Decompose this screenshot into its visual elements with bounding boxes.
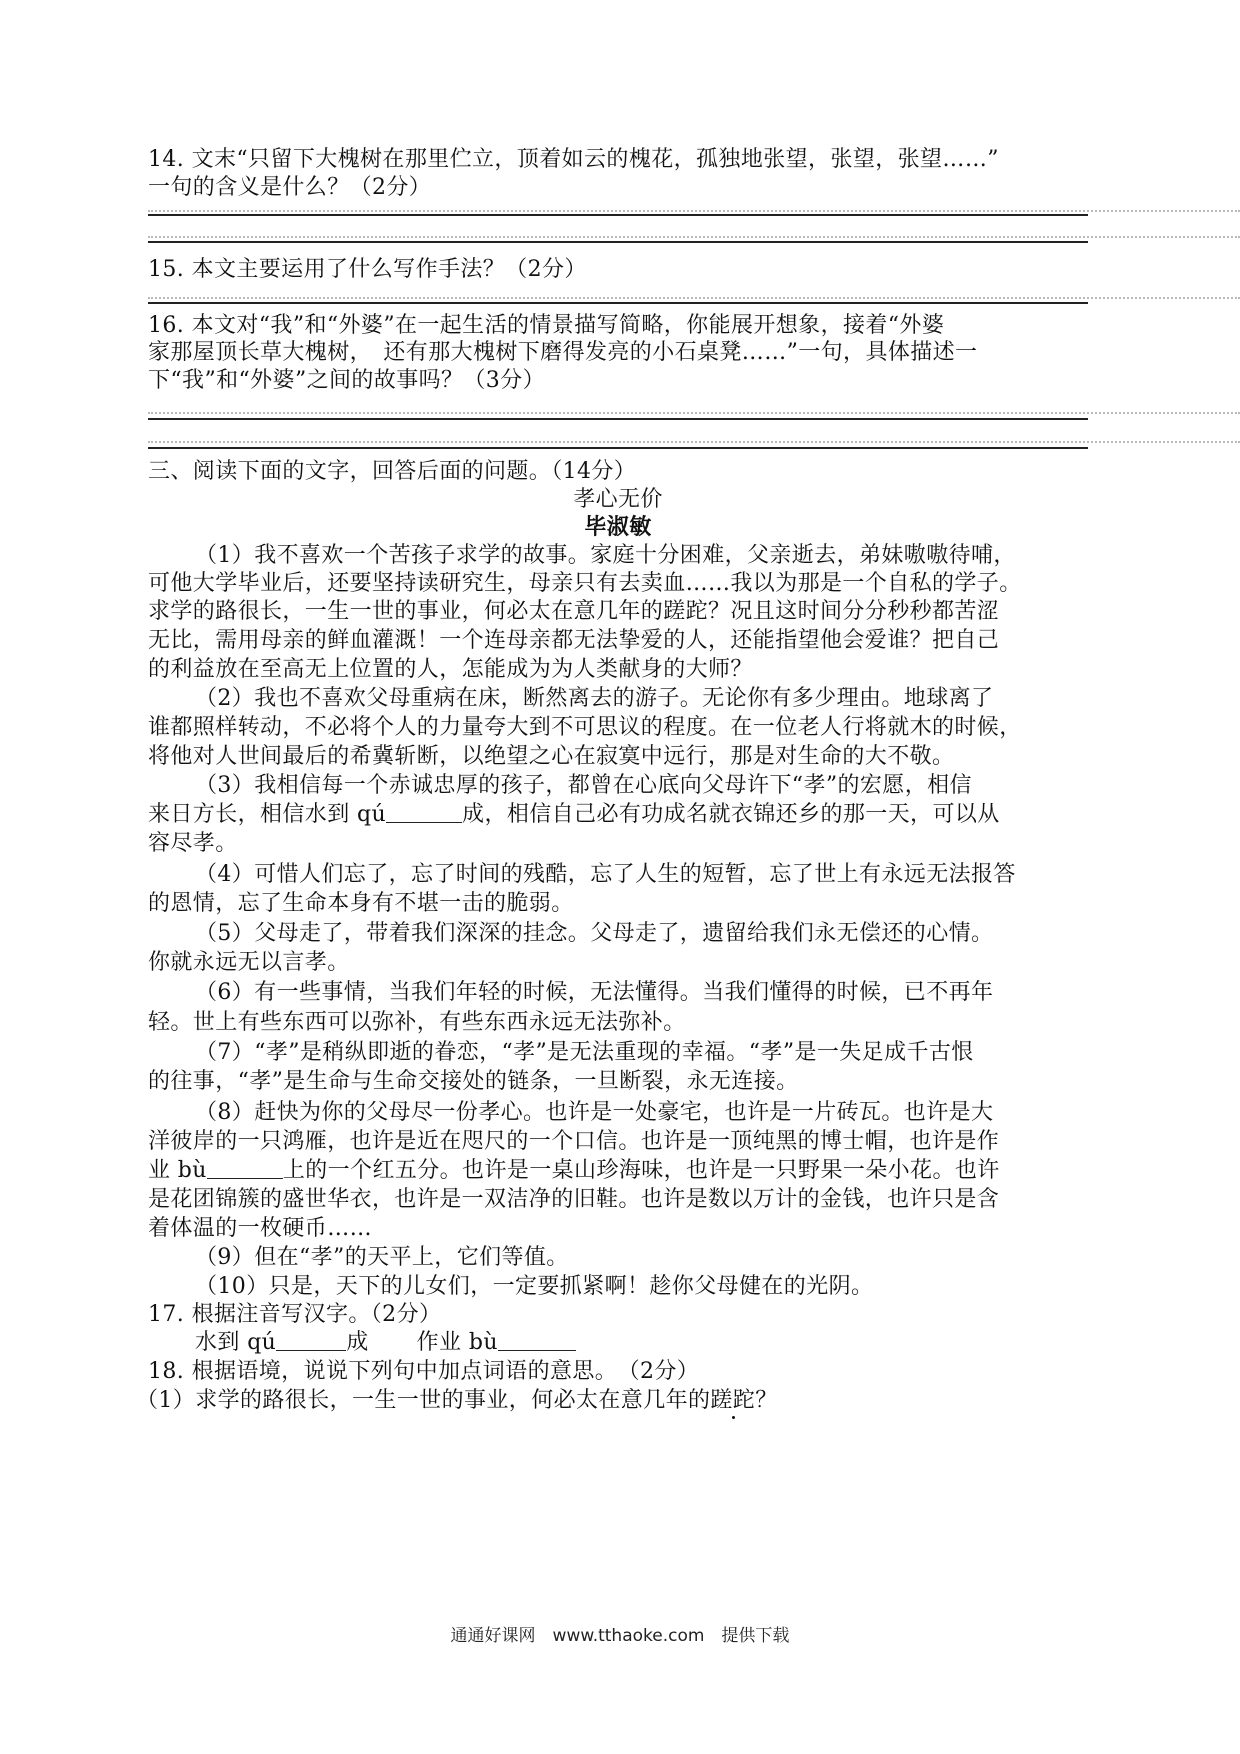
passage-title: 孝心无价 [573,487,663,512]
p8-line-3-before: 业 bù [148,1158,207,1183]
answer-line [148,214,1088,216]
q16-line-3: 下“我”和“外婆”之间的故事吗？（3分） [148,368,545,393]
p4-line-2: 的恩情，忘了生命本身有不堪一击的脆弱。 [148,891,574,916]
answer-dotted-line [148,297,1240,299]
p8-line-4: 是花团锦簇的盛世华衣，也许是一双洁净的旧鞋。也许是数以万计的金钱，也许只是含 [148,1187,1000,1212]
answer-blank-qu[interactable] [276,1328,346,1351]
p2-line-3: 将他对人世间最后的希冀斩断，以绝望之心在寂寞中远行，那是对生命的大不敬。 [148,744,955,769]
q16-line-1: 16. 本文对“我”和“外婆”在一起生活的情景描写简略，你能展开想象，接着“外婆 [148,313,945,338]
answer-blank-bu[interactable] [498,1328,576,1351]
p9-line: （9）但在“孝”的天平上，它们等值。 [195,1245,569,1270]
p1-line-1: （1）我不喜欢一个苦孩子求学的故事。家庭十分困难，父亲逝去，弟妹嗷嗷待哺， [195,543,1016,568]
p8-line-3-after: 上的一个红五分。也许是一桌山珍海味，也许是一只野果一朵小花。也许 [282,1158,1000,1183]
page-footer: 通通好课网 www.tthaoke.com 提供下载 [450,1626,790,1646]
p8-line-5: 着体温的一枚硬币…… [148,1216,373,1241]
p8-line-1: （8）赶快为你的父母尽一份孝心。也许是一处豪宅，也许是一片砖瓦。也许是大 [195,1100,994,1125]
dotted-word: 蹉跎 [710,1388,756,1413]
q17-prompt: 17. 根据注音写汉字。（2分） [148,1302,442,1327]
p1-line-5: 的利益放在至高无上位置的人，怎能成为为人类献身的大师？ [148,657,753,682]
q14-line-2: 一句的含义是什么？（2分） [148,175,432,200]
p7-line-2: 的往事，“孝”是生命与生命交接处的链条，一旦断裂，永无连接。 [148,1069,799,1094]
section-heading: 三、阅读下面的文字，回答后面的问题。（14分） [148,459,637,484]
p6-line-1: （6）有一些事情，当我们年轻的时候，无法懂得。当我们懂得的时候，已不再年 [195,980,994,1005]
pinyin-blank-bu[interactable] [207,1156,283,1179]
p10-line: （10）只是，天下的儿女们，一定要抓紧啊！趁你父母健在的光阴。 [195,1274,874,1299]
answer-line [148,241,1088,243]
p1-line-3: 求学的路很长，一生一世的事业，何必太在意几年的蹉跎？况且这时间分分秒秒都苦涩 [148,599,1000,624]
p1-line-2: 可他大学毕业后，还要坚持读研究生，母亲只有去卖血……我以为那是一个自私的学子。 [148,571,1022,596]
p3-line-1: （3）我相信每一个赤诚忠厚的孩子，都曾在心底向父母许下“孝”的宏愿，相信 [195,773,972,798]
p3-line-2 [148,800,1088,830]
q17-items [195,1328,1135,1358]
answer-line [148,418,1088,420]
q15-line-1: 15. 本文主要运用了什么写作手法？（2分） [148,257,587,282]
p8-line-2: 洋彼岸的一只鸿雁，也许是近在咫尺的一个口信。也许是一顶纯黑的博士帽，也许是作 [148,1129,1000,1154]
p6-line-2: 轻。世上有些东西可以弥补，有些东西永远无法弥补。 [148,1010,686,1035]
pinyin-blank-qu[interactable] [386,800,462,823]
passage-author: 毕淑敏 [584,514,652,540]
q18-prompt: 18. 根据语境，说说下列句中加点词语的意思。 （2分） [148,1359,700,1384]
p3-line-2-before: 来日方长，相信水到 qú [148,802,387,827]
answer-line [148,447,1088,449]
q17-item-1-after: 成 [346,1330,369,1355]
p2-line-1: （2）我也不喜欢父母重病在床，断然离去的游子。无论你有多少理由。地球离了 [195,686,994,711]
p5-line-1: （5）父母走了，带着我们深深的挂念。父母走了，遗留给我们永无偿还的心情。 [195,921,994,946]
p5-line-2: 你就永远无以言孝。 [148,950,350,975]
p2-line-2: 谁都照样转动，不必将个人的力量夸大到不可思议的程度。在一位老人行将就木的时候， [148,715,1022,740]
q16-line-2: 家那屋顶长草大槐树， 还有那大槐树下磨得发亮的小石桌凳……”一句，具体描述一 [148,340,978,365]
q18-sub-1-before: （1）求学的路很长，一生一世的事业，何必太在意几年的 [136,1388,711,1413]
answer-dotted-line [148,210,1240,212]
answer-line [148,302,1088,304]
answer-dotted-line [148,441,1240,443]
answer-dotted-line [148,412,1240,414]
q17-item-2-before: 作业 bù [416,1330,498,1355]
p3-line-3: 容尽孝。 [148,831,238,856]
p8-line-3 [148,1156,1088,1186]
p7-line-1: （7）“孝”是稍纵即逝的眷恋，“孝”是无法重现的幸福。“孝”是一失足成千古恨 [195,1040,974,1065]
answer-dotted-line [148,236,1240,238]
p4-line-1: （4）可惜人们忘了，忘了时间的残酷，忘了人生的短暂，忘了世上有永远无法报答 [195,862,1016,887]
p1-line-4: 无比，需用母亲的鲜血灌溉！一个连母亲都无法挚爱的人，还能指望他会爱谁？把自己 [148,628,1000,653]
p3-line-2-after: 成，相信自己必有功成名就衣锦还乡的那一天，可以从 [462,802,1000,827]
q17-item-1-before: 水到 qú [195,1330,277,1355]
q14-line-1: 14. 文末“只留下大槐树在那里伫立，顶着如云的槐花，孤独地张望，张望，张望……” [148,147,999,172]
q18-sub-1 [136,1386,1076,1416]
q18-sub-1-after: ？ [755,1388,778,1413]
